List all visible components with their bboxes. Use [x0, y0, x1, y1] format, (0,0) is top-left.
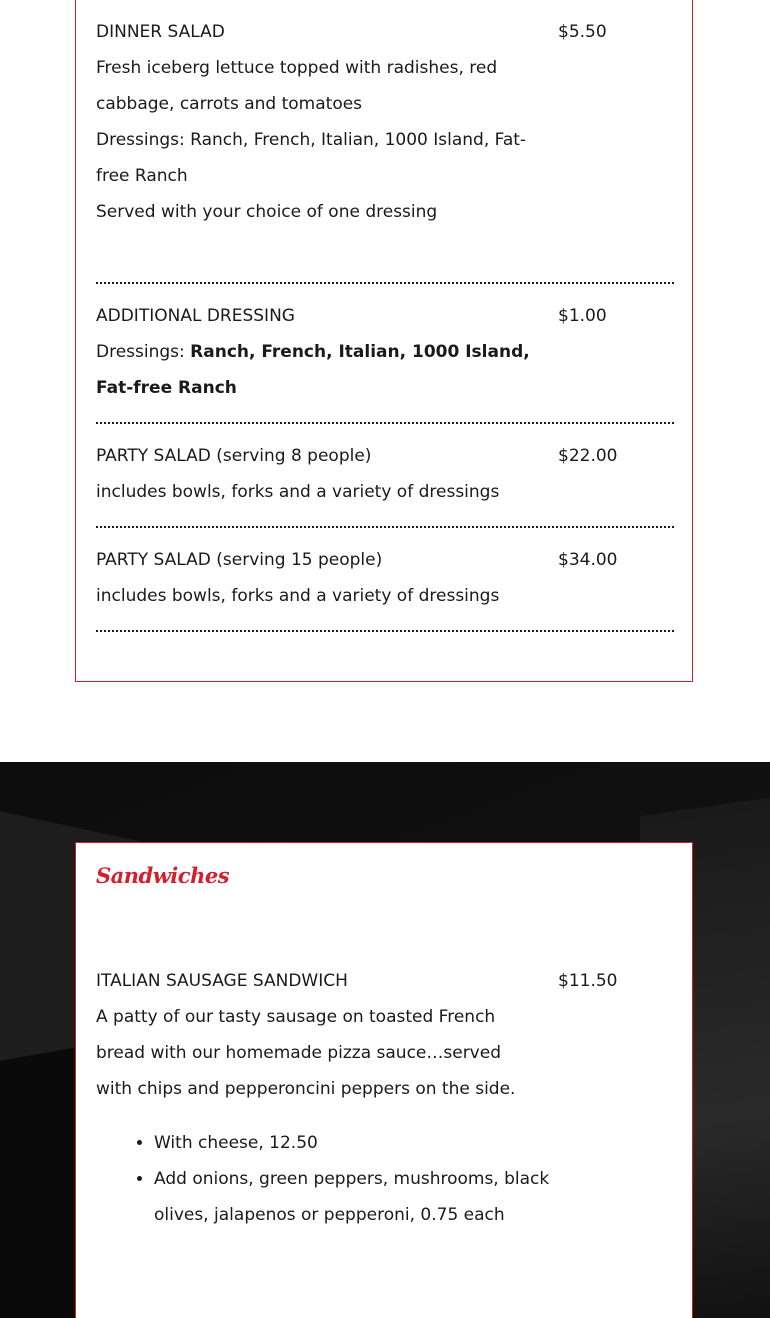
item-price: $1.00	[558, 306, 607, 326]
section-title: Sandwiches	[96, 863, 230, 888]
option-item: • With cheese, 12.50	[154, 1125, 574, 1161]
desc-bold: Ranch, French, Italian, 1000 Island, Fat-free Ranch	[96, 342, 530, 398]
item-name: DINNER SALAD	[96, 22, 225, 42]
item-name: PARTY SALAD (serving 15 people)	[96, 550, 383, 570]
divider	[96, 630, 674, 632]
sandwiches-menu-card	[75, 842, 693, 1318]
item-note: Served with your choice of one dressing	[96, 202, 438, 222]
salads-menu-card	[75, 0, 693, 682]
menu-item-party-salad-8	[96, 438, 674, 510]
item-price: $11.50	[558, 971, 618, 991]
item-description: A patty of our tasty sausage on toasted French bread with our homemade pizza sauce…served with chips and pepperoncini peppers on the side.	[96, 1007, 516, 1099]
divider	[96, 422, 674, 424]
divider	[96, 282, 674, 284]
menu-item-additional-dressing	[96, 298, 674, 406]
desc-prefix: Dressings:	[96, 342, 191, 362]
item-price: $5.50	[558, 22, 607, 42]
item-name: ITALIAN SAUSAGE SANDWICH	[96, 971, 348, 991]
menu-item-party-salad-15	[96, 542, 674, 614]
item-description: includes bowls, forks and a variety of dressings	[96, 482, 500, 502]
item-price: $34.00	[558, 550, 618, 570]
item-description: includes bowls, forks and a variety of dressings	[96, 586, 500, 606]
item-name: PARTY SALAD (serving 8 people)	[96, 446, 372, 466]
item-name: ADDITIONAL DRESSING	[96, 306, 295, 326]
item-price: $22.00	[558, 446, 618, 466]
menu-item-italian-sausage-sandwich	[96, 963, 674, 1233]
options-list	[96, 1125, 574, 1233]
divider	[96, 526, 674, 528]
item-dressings: Dressings: Ranch, French, Italian, 1000 Island, Fat-free Ranch	[96, 130, 527, 186]
item-description: Fresh iceberg lettuce topped with radishes, red cabbage, carrots and tomatoes	[96, 58, 498, 114]
option-item: • Add onions, green peppers, mushrooms, black olives, jalapenos or pepperoni, 0.75 each	[154, 1161, 574, 1233]
sandwiches-section	[0, 762, 770, 1318]
item-description	[96, 334, 546, 406]
menu-item-dinner-salad	[96, 14, 674, 230]
